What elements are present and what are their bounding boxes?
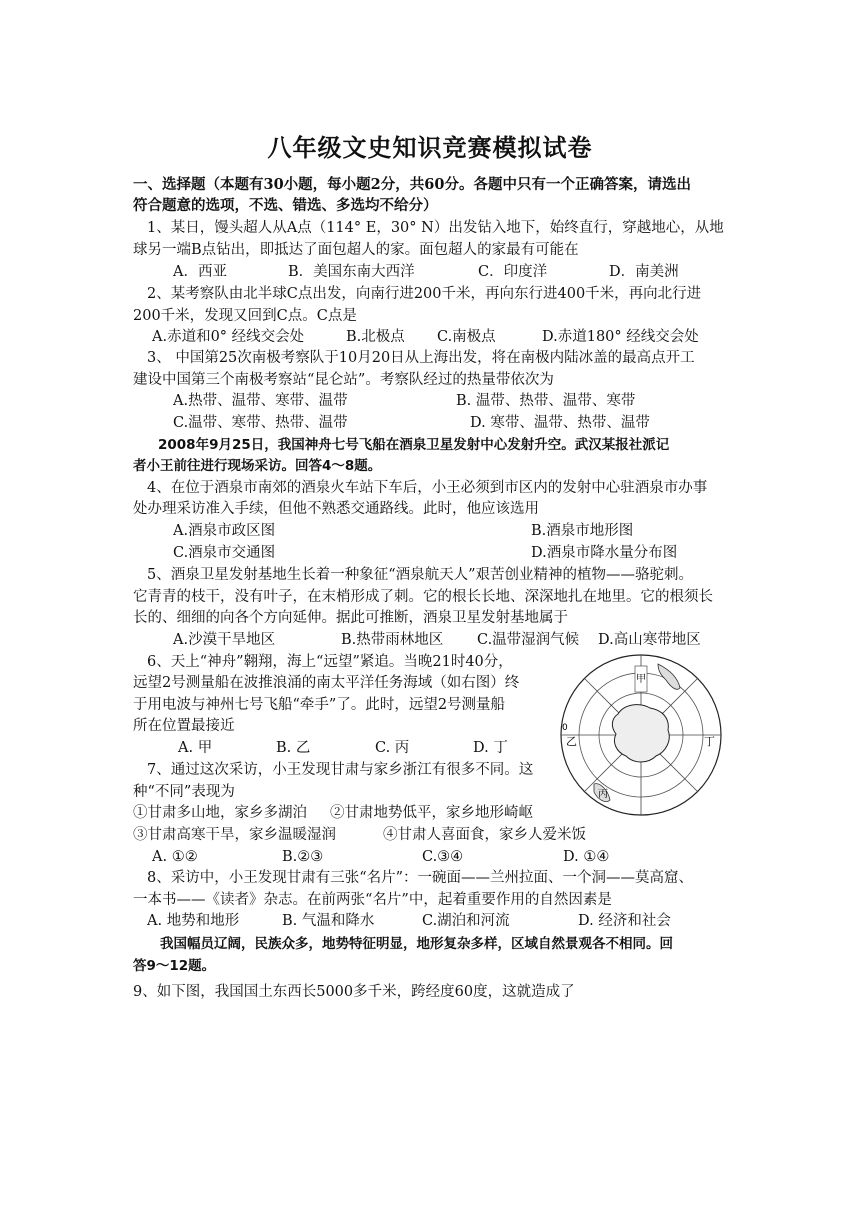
q7-stem-line-1: 7、通过这次采访，小王发现甘肃与家乡浙江有很多不同。这 [147,762,534,778]
q7-item-3: ③甘肃高寒干旱，家乡温暖湿润 [133,827,336,843]
q2-option-c: C.南极点 [437,329,496,345]
label-ding: 丁 [704,735,715,748]
q5-option-d: D.高山寒带地区 [598,632,701,648]
q5-stem-line-2: 它青青的枝干，没有叶子，在末梢形成了刺。它的根长长地、深深地扎在地里。它的根须长 [133,589,713,605]
q4-option-c: C.酒泉市交通图 [173,545,276,561]
q6-stem-line-2: 远望2号测量船在波推浪涌的南太平洋任务海域（如右图）终 [133,675,520,691]
q9-stem-line-1: 9、如下图，我国国土东西长5000多千米，跨经度60度，这就造成了 [133,984,575,1000]
q7-option-c: C.③④ [422,849,464,865]
q5-stem-line-3: 长的、细细的向各个方向延伸。据此可推断，酒泉卫星发射基地属于 [133,610,568,626]
q5-option-c: C.温带湿润气候 [477,632,580,648]
intro-1-line-2: 者小王前往进行现场采访。回答4～8题。 [133,458,382,474]
q7-option-a: A. ①② [152,849,198,865]
q3-stem-line-1: 3、 中国第25次南极考察队于10月20日从上海出发，将在南极内陆冰盖的最高点开工 [147,350,695,366]
q8-option-a: A. 地势和地形 [147,913,240,929]
label-zero: 0 [562,723,568,733]
page-title: 八年级文史知识竞赛模拟试卷 [267,133,593,162]
q4-option-b: B.酒泉市地形图 [531,523,634,539]
q8-stem-line-1: 8、采访中，小王发现甘肃有三张“名片”：一碗面——兰州拉面、一个洞——莫高窟、 [147,870,694,886]
q1-stem-line-2: 球另一端B点钻出，即抵达了面包超人的家。面包超人的家最有可能在 [133,242,579,258]
q4-stem-line-2: 处办理采访准入手续，但他不熟悉交通路线。此时，他应该选用 [133,501,539,517]
q5-stem-line-1: 5、酒泉卫星发射基地生长着一种象征“酒泉航天人”艰苦创业精神的植物——骆驼刺。 [147,567,694,583]
label-yi: 乙 [566,735,577,748]
q2-stem-line-2: 200千米，发现又回到C点。C点是 [133,308,357,324]
q3-option-a: A.热带、温带、寒带、温带 [173,393,348,409]
q8-stem-line-2: 一本书——《读者》杂志。在前两张“名片”中，起着重要作用的自然因素是 [133,892,612,908]
q4-option-a: A.酒泉市政区图 [173,523,276,539]
section-header-line-2: 符合题意的选项，不选、错选、多选均不给分） [133,197,438,214]
q1-stem-line-1: 1、某日，馒头超人从A点（114° E，30° N）出发钻入地下，始终直行，穿越地心，从地 [147,220,724,236]
q6-option-a: A. 甲 [178,740,213,756]
label-bing: 丙 [598,789,608,800]
intro-2-line-2: 答9～12题。 [133,958,216,974]
q1-option-c: C．印度洋 [478,264,548,280]
q6-option-b: B. 乙 [276,740,311,756]
q3-option-b: B. 温带、热带、温带、寒带 [456,393,636,409]
q2-stem-line-1: 2、某考察队由北半球C点出发，向南行进200千米，再向东行进400千米，再向北行进 [147,286,702,302]
q8-option-d: D. 经济和社会 [578,913,671,929]
q8-option-c: C.湖泊和河流 [422,913,510,929]
q6-stem-line-4: 所在位置最接近 [133,718,235,734]
intro-2-line-1: 我国幅员辽阔，民族众多，地势特征明显，地形复杂多样，区域自然景观各不相同。回 [160,936,673,952]
q8-option-b: B. 气温和降水 [282,913,375,929]
q6-stem-line-1: 6、天上“神舟”翱翔，海上“远望”紧追。当晚21时40分， [147,654,513,670]
q7-option-b: B.②③ [282,849,324,865]
q1-option-b: B．美国东南大西洋 [288,264,415,280]
intro-1-line-1: 2008年9月25日，我国神舟七号飞船在酒泉卫星发射中心发射升空。武汉某报社派记 [158,437,670,453]
q7-item-4: ④甘肃人喜面食，家乡人爱米饭 [383,827,586,843]
q7-option-d: D. ①④ [563,849,610,865]
q6-option-d: D. 丁 [473,740,508,756]
q3-stem-line-2: 建设中国第三个南极考察站“昆仑站”。考察队经过的热量带依次为 [133,372,554,388]
q7-item-1: ①甘肃多山地，家乡多湖泊 [133,805,307,821]
q1-option-d: D．南美洲 [609,264,679,280]
q1-option-a: A．西亚 [173,264,227,280]
q5-option-a: A.沙漠干旱地区 [173,632,276,648]
q6-option-c: C. 丙 [375,740,410,756]
q4-option-d: D.酒泉市降水量分布图 [531,545,678,561]
label-jia: 甲 [636,674,646,685]
south-polar-map-figure [558,652,724,818]
antarctica-shape [612,705,669,762]
q3-option-c: C.温带、寒带、热带、温带 [173,415,348,431]
q2-option-d: D.赤道180° 经线交会处 [542,329,699,345]
q6-stem-line-3: 于用电波与神州七号飞船“牵手”了。此时，远望2号测量船 [133,697,506,713]
q2-option-b: B.北极点 [346,329,405,345]
q4-stem-line-1: 4、在位于酒泉市南郊的酒泉火车站下车后，小王必须到市区内的发射中心驻酒泉市办事 [147,480,708,496]
section-header-line-1: 一、选择题（本题有30小题，每小题2分，共60分。各题中只有一个正确答案，请选出 [133,176,691,193]
q2-option-a: A.赤道和0° 经线交会处 [152,329,305,345]
q5-option-b: B.热带雨林地区 [341,632,444,648]
q3-option-d: D. 寒带、温带、热带、温带 [470,415,650,431]
q7-item-2: ②甘肃地势低平，家乡地形崎岖 [330,805,533,821]
q7-stem-line-2: 种“不同”表现为 [133,784,235,800]
